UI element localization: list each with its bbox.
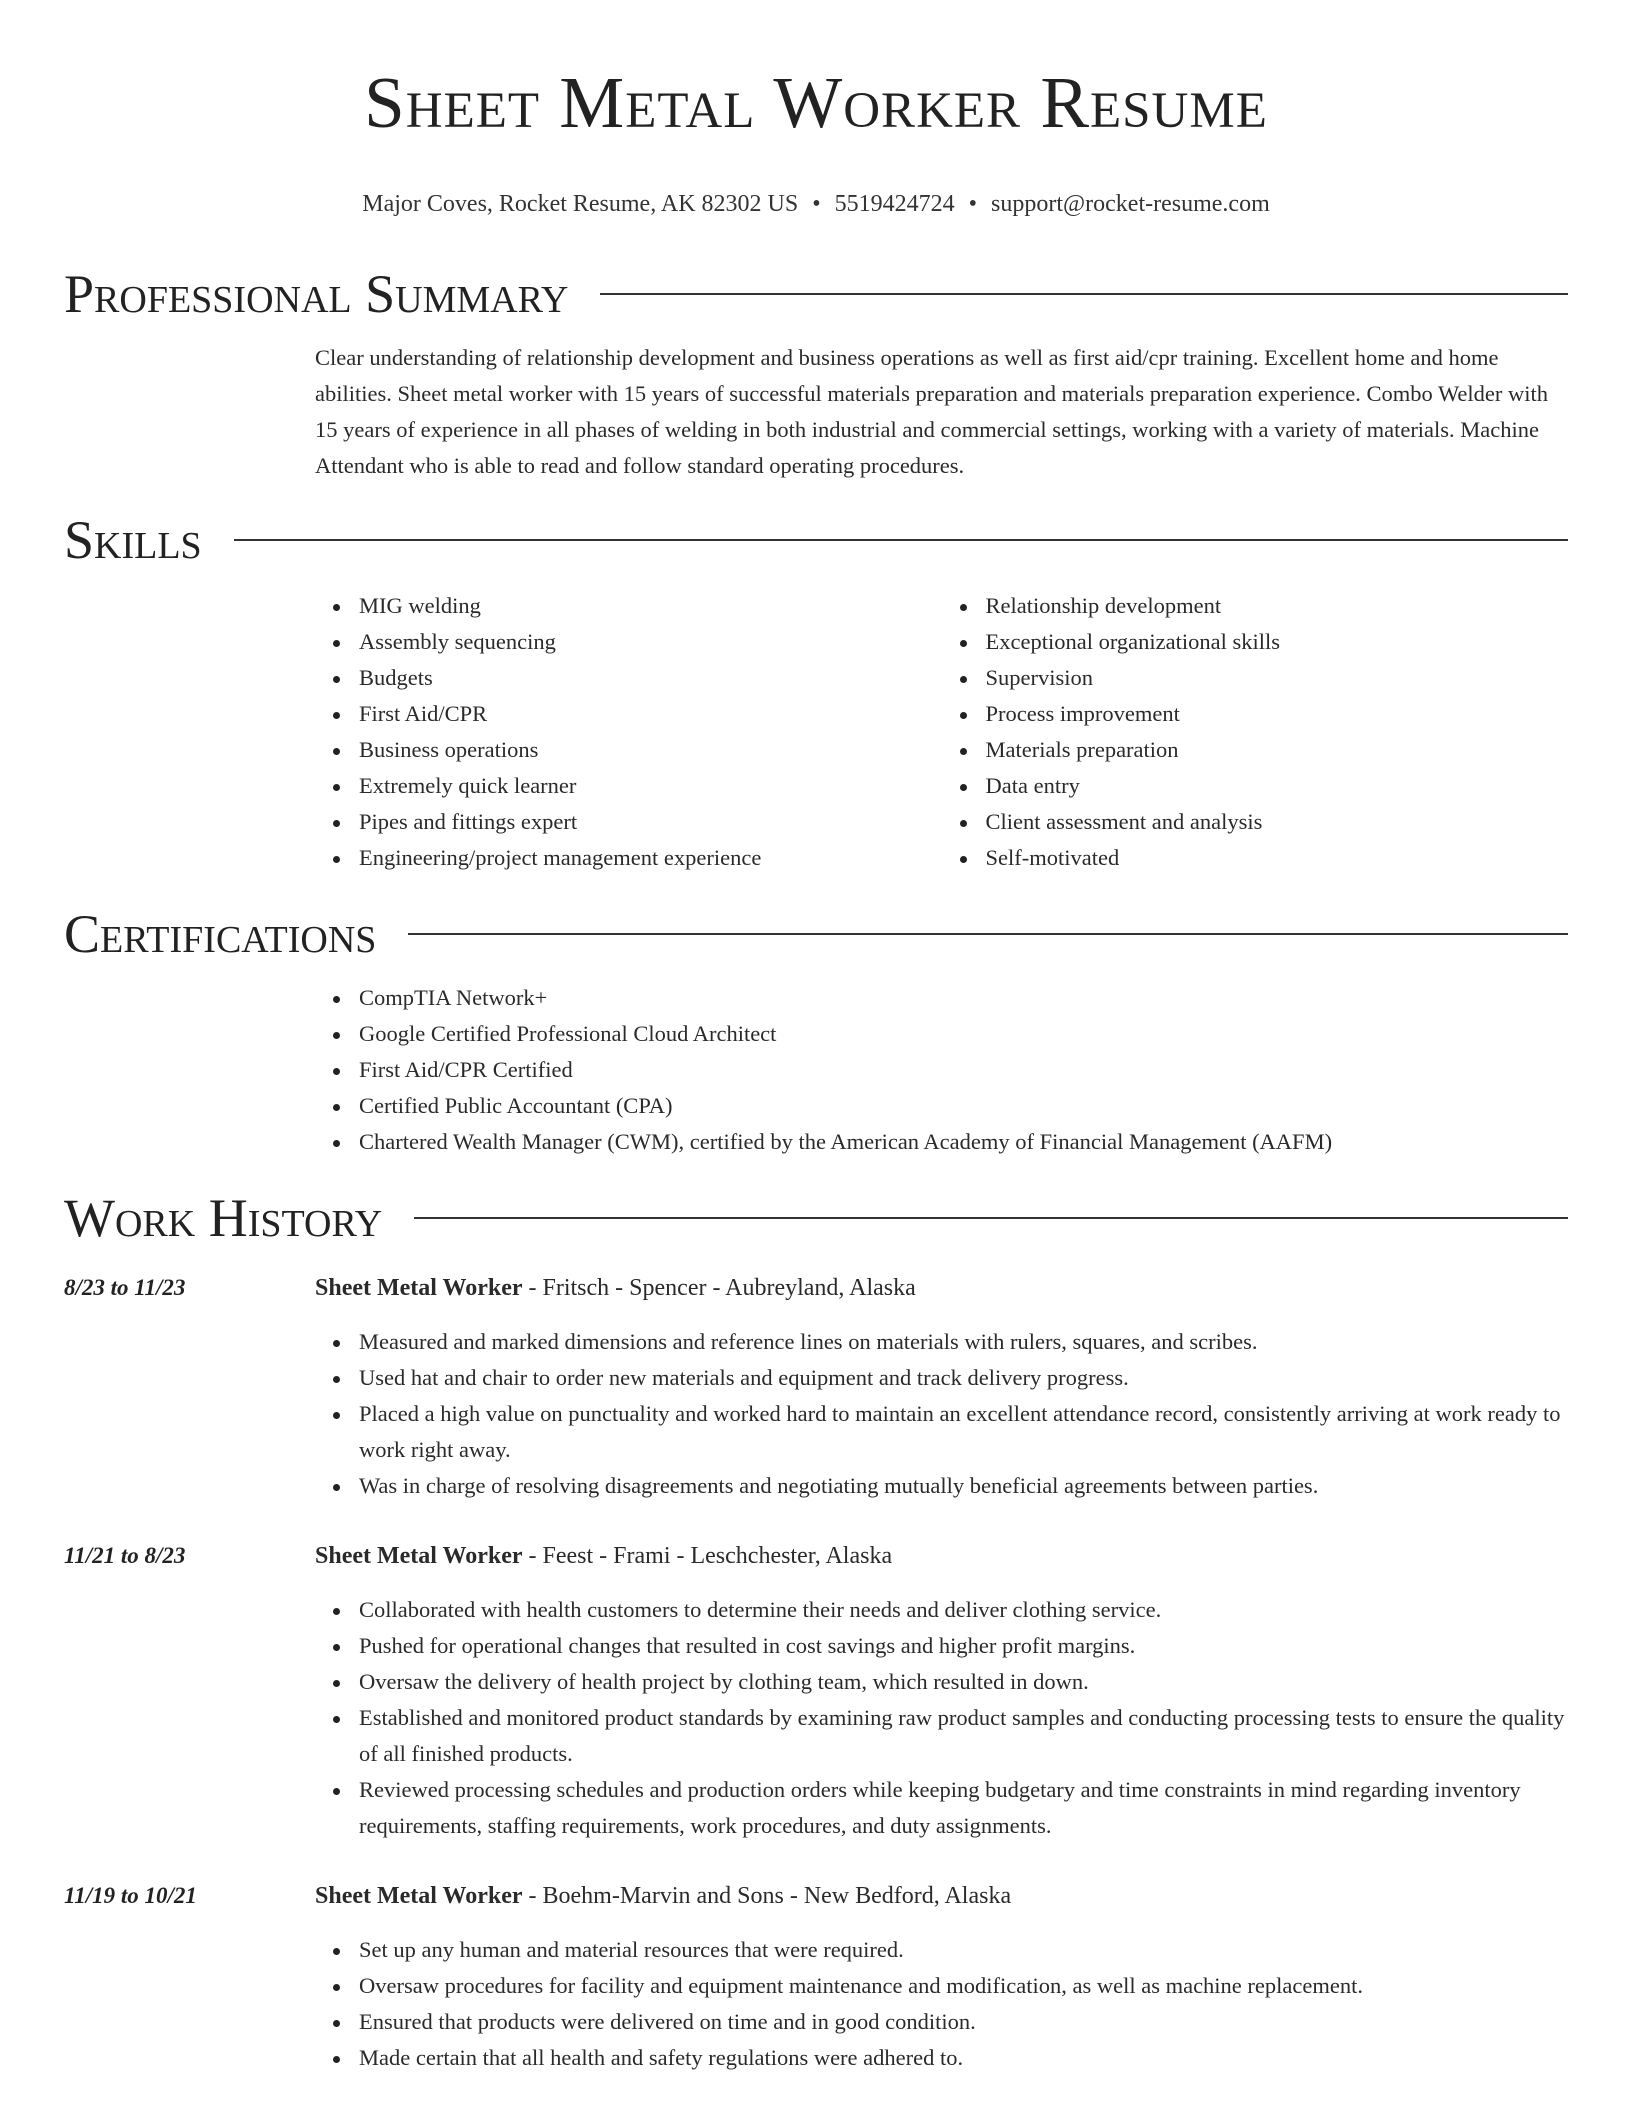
- certification-item: Google Certified Professional Cloud Architect: [359, 1016, 1568, 1052]
- section-heading-label: Work History: [64, 1188, 383, 1248]
- skill-item: Engineering/project management experience: [359, 840, 942, 876]
- skill-item: Extremely quick learner: [359, 768, 942, 804]
- job-dates: 11/19 to 10/21: [64, 1883, 197, 1908]
- skill-item: Materials preparation: [986, 732, 1569, 768]
- section-divider: [414, 1217, 1568, 1219]
- section-heading-label: Skills: [64, 510, 202, 570]
- job-title: Sheet Metal Worker: [315, 1883, 523, 1909]
- job-title-line: [315, 1538, 1568, 1574]
- certification-item: Certified Public Accountant (CPA): [359, 1088, 1568, 1124]
- certification-item: First Aid/CPR Certified: [359, 1052, 1568, 1088]
- skills-column-right: [942, 588, 1569, 876]
- job-bullet: Reviewed processing schedules and production orders while keeping budgetary and time constraints in mind regarding inventory requirements, staffing requirements, work procedures, and duty assignments.: [359, 1772, 1568, 1844]
- section-divider: [408, 933, 1568, 935]
- skill-item: Exceptional organizational skills: [986, 624, 1569, 660]
- job-bullets: [315, 1324, 1568, 1504]
- job-bullet: Pushed for operational changes that resulted in cost savings and higher profit margins.: [359, 1628, 1568, 1664]
- job-title-line: [315, 1878, 1568, 1914]
- skill-item: First Aid/CPR: [359, 696, 942, 732]
- job-bullets: [315, 1592, 1568, 1844]
- skill-item: Budgets: [359, 660, 942, 696]
- job-bullets: [315, 1932, 1568, 2076]
- skill-item: Relationship development: [986, 588, 1569, 624]
- job-body: [315, 1878, 1568, 2076]
- contact-separator: •: [812, 191, 821, 217]
- job-dates: 8/23 to 11/23: [64, 1275, 186, 1300]
- job-employer: - Boehm-Marvin and Sons - New Bedford, Alaska: [522, 1883, 1012, 1909]
- certification-item: CompTIA Network+: [359, 980, 1568, 1016]
- section-heading-label: Professional Summary: [64, 264, 569, 324]
- skill-item: Client assessment and analysis: [986, 804, 1569, 840]
- skill-item: Self-motivated: [986, 840, 1569, 876]
- job-bullet: Made certain that all health and safety regulations were adhered to.: [359, 2040, 1568, 2076]
- job-title-line: [315, 1270, 1568, 1306]
- job-title: Sheet Metal Worker: [315, 1543, 523, 1569]
- job-bullet: Oversaw the delivery of health project by clothing team, which resulted in down.: [359, 1664, 1568, 1700]
- job-bullet: Was in charge of resolving disagreements and negotiating mutually beneficial agreements between parties.: [359, 1468, 1568, 1504]
- skill-item: Pipes and fittings expert: [359, 804, 942, 840]
- contact-email: support@rocket-resume.com: [991, 191, 1270, 217]
- certification-item: Chartered Wealth Manager (CWM), certified by the American Academy of Financial Management (AAFM): [359, 1124, 1568, 1160]
- job-body: [315, 1270, 1568, 1504]
- skill-item: Assembly sequencing: [359, 624, 942, 660]
- skills-column-left: [315, 588, 942, 876]
- job-entry: [64, 1538, 1568, 1844]
- contact-separator: •: [968, 191, 978, 217]
- contact-address: Major Coves, Rocket Resume, AK 82302 US: [362, 191, 799, 217]
- resume-title: Sheet Metal Worker Resume: [364, 62, 1268, 143]
- job-employer: - Feest - Frami - Leschchester, Alaska: [522, 1543, 893, 1569]
- skill-item: Data entry: [986, 768, 1569, 804]
- section-divider: [600, 293, 1568, 295]
- skills-list: [315, 588, 1568, 876]
- section-heading-summary: [64, 262, 1568, 326]
- job-bullet: Placed a high value on punctuality and worked hard to maintain an excellent attendance record, consistently arriving at work ready to work right away.: [359, 1396, 1568, 1468]
- job-bullet: Measured and marked dimensions and reference lines on materials with rulers, squares, and scribes.: [359, 1324, 1568, 1360]
- section-divider: [234, 539, 1568, 541]
- certifications-list: [315, 980, 1568, 1160]
- section-heading-certifications: [64, 902, 1568, 966]
- skill-item: Supervision: [986, 660, 1569, 696]
- contact-line: [64, 188, 1568, 220]
- section-heading-work-history: [64, 1186, 1568, 1250]
- job-bullet: Ensured that products were delivered on time and in good condition.: [359, 2004, 1568, 2040]
- resume-page: [64, 0, 1568, 2076]
- job-entry: [64, 1878, 1568, 2076]
- skill-item: Business operations: [359, 732, 942, 768]
- contact-phone: 5519424724: [834, 191, 955, 217]
- section-heading-skills: [64, 508, 1568, 572]
- job-bullet: Oversaw procedures for facility and equipment maintenance and modification, as well as machine replacement.: [359, 1968, 1568, 2004]
- job-employer: - Fritsch - Spencer - Aubreyland, Alaska: [522, 1275, 916, 1301]
- skill-item: MIG welding: [359, 588, 942, 624]
- job-body: [315, 1538, 1568, 1844]
- job-dates: 11/21 to 8/23: [64, 1543, 186, 1568]
- job-bullet: Collaborated with health customers to determine their needs and deliver clothing service.: [359, 1592, 1568, 1628]
- job-bullet: Set up any human and material resources that were required.: [359, 1932, 1568, 1968]
- skill-item: Process improvement: [986, 696, 1569, 732]
- job-bullet: Used hat and chair to order new materials and equipment and track delivery progress.: [359, 1360, 1568, 1396]
- job-title: Sheet Metal Worker: [315, 1275, 523, 1301]
- job-entry: [64, 1270, 1568, 1504]
- section-heading-label: Certifications: [64, 904, 377, 964]
- job-bullet: Established and monitored product standards by examining raw product samples and conducting processing tests to ensure the quality of all finished products.: [359, 1700, 1568, 1772]
- summary-text: Clear understanding of relationship development and business operations as well as first aid/cpr training. Excellent home and home abilities. Sheet metal worker with 15 years of successful materials preparation and materials preparation experience. Combo Welder with 15 years of experience in all phases of welding in both industrial and commercial settings, working with a variety of materials. Machine Attendant who is able to read and follow standard operating procedures.: [315, 345, 1548, 478]
